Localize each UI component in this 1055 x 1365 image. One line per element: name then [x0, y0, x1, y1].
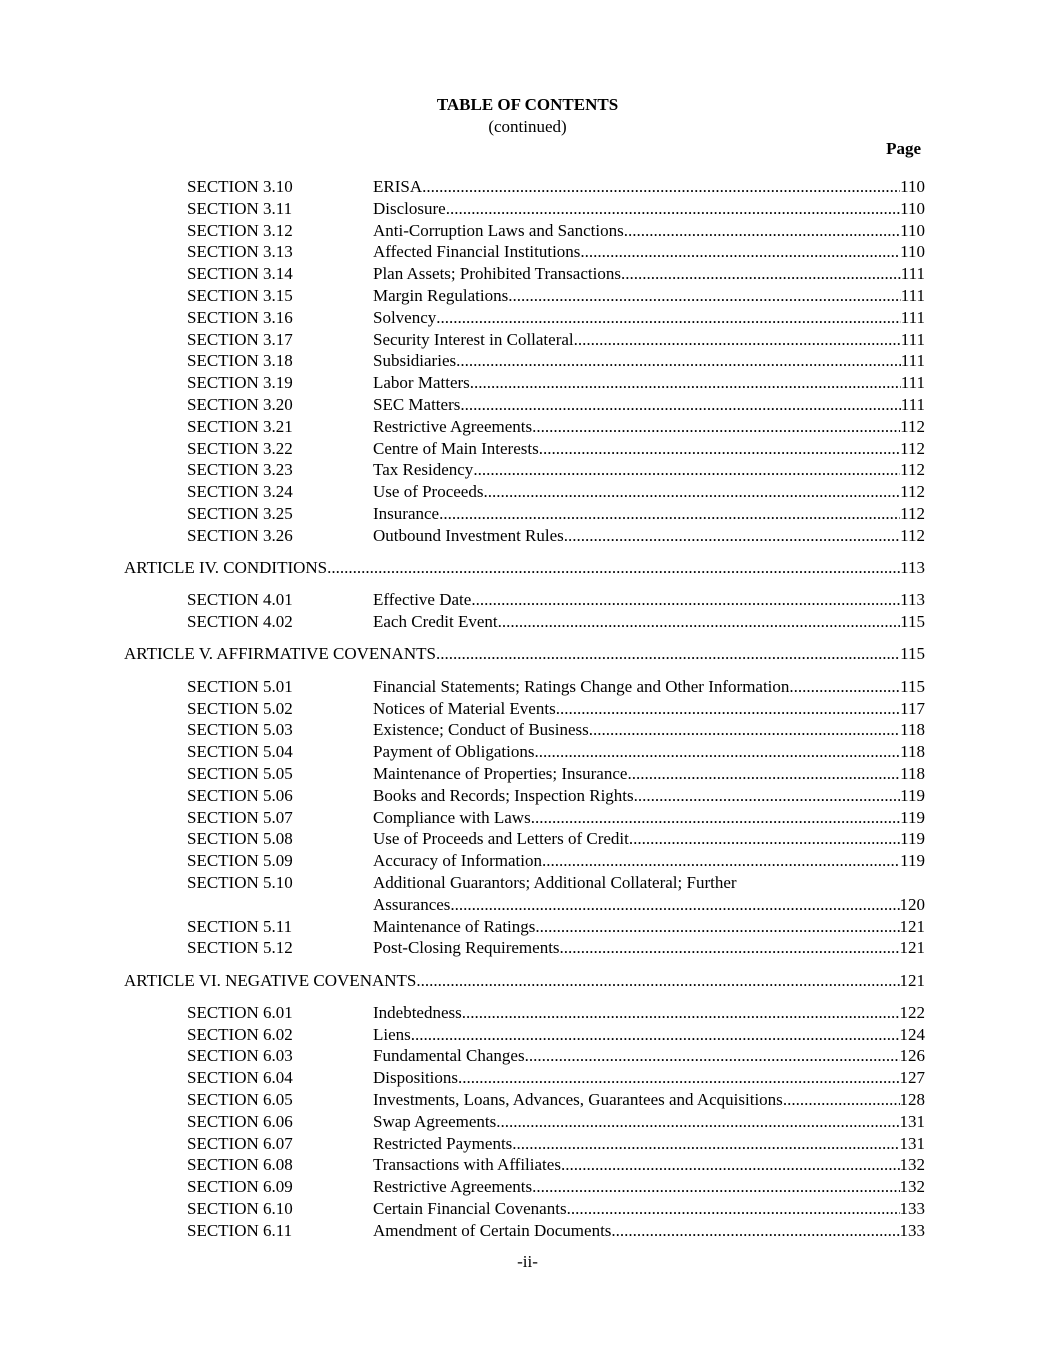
section-entry: [373, 198, 925, 220]
dot-leader: [574, 329, 901, 351]
dot-leader: [455, 894, 900, 916]
entry-page-number: 121: [899, 916, 925, 936]
entry-title: Solvency: [373, 307, 437, 327]
section-number: SECTION 6.04: [187, 1068, 293, 1088]
section-number: SECTION 5.06: [187, 785, 293, 805]
entry-page-number: 128: [899, 1090, 925, 1110]
section-entry: [373, 1067, 925, 1089]
entry-page-number: 131: [899, 1133, 925, 1153]
entry-title: Centre of Main Interests: [373, 438, 539, 458]
dot-leader: [616, 1220, 900, 1242]
toc-section-row: [0, 1154, 1055, 1176]
entry-title: Financial Statements; Ratings Change and Other Information: [373, 676, 790, 696]
entry-title: Dispositions: [373, 1068, 459, 1088]
entry-title: Assurances.: [373, 894, 455, 914]
section-entry: [373, 894, 925, 916]
dot-leader: [460, 394, 900, 416]
dot-leader: [450, 198, 900, 220]
entry-title: Restricted Payments: [373, 1133, 513, 1153]
toc-section-row: [0, 1133, 1055, 1155]
section-entry: [373, 1198, 925, 1220]
entry-title: Restrictive Agreements: [373, 416, 533, 436]
section-number: SECTION 3.21: [187, 416, 293, 436]
section-entry: [373, 1089, 925, 1111]
toc-section-row: [0, 416, 1055, 438]
toc-section-row: [0, 263, 1055, 285]
page-title: TABLE OF CONTENTS: [436, 95, 619, 114]
toc-section-row: [0, 1198, 1055, 1220]
section-number: SECTION 5.09: [187, 851, 293, 871]
section-number: SECTION 3.22: [187, 438, 293, 458]
entry-page-number: 121: [899, 938, 925, 958]
section-number: SECTION 3.17: [187, 329, 293, 349]
toc-section-row: [0, 719, 1055, 741]
dot-leader: [462, 1002, 900, 1024]
toc-section-row: [0, 1111, 1055, 1133]
entry-page-number: 121: [899, 970, 925, 990]
dot-leader: [571, 1198, 900, 1220]
entry-title: Compliance with Laws: [373, 807, 531, 827]
section-entry: [373, 698, 925, 720]
dot-leader: [564, 525, 900, 547]
entry-page-number: 118: [900, 742, 925, 762]
article-entry: [124, 643, 925, 665]
toc-section-row: [0, 285, 1055, 307]
toc-section-row: [0, 394, 1055, 416]
entry-page-number: 132: [899, 1155, 925, 1175]
section-entry: [373, 1220, 925, 1242]
section-entry: [373, 741, 925, 763]
toc-section-row: [0, 1024, 1055, 1046]
section-entry: [373, 307, 925, 329]
toc-section-row: [0, 241, 1055, 263]
entry-title: Maintenance of Ratings: [373, 916, 536, 936]
toc-section-row: [0, 459, 1055, 481]
entry-title: Books and Records; Inspection Rights: [373, 785, 634, 805]
section-number: SECTION 4.01: [187, 590, 293, 610]
entry-title: Insurance: [373, 503, 440, 523]
dot-leader: [532, 1176, 899, 1198]
section-number: SECTION 3.25: [187, 503, 293, 523]
section-entry: [373, 850, 925, 872]
entry-title: Labor Matters: [373, 373, 470, 393]
entry-title: ERISA: [373, 177, 423, 196]
section-entry: [373, 1111, 925, 1133]
entry-title: Maintenance of Properties; Insurance: [373, 763, 628, 783]
toc-section-row: [0, 481, 1055, 503]
entry-title: Use of Proceeds and Letters of Credit: [373, 829, 629, 849]
section-entry: [373, 481, 925, 503]
dot-leader: [470, 372, 901, 394]
entry-page-number: 112: [900, 503, 925, 523]
dot-leader: [508, 285, 901, 307]
section-number: SECTION 3.20: [187, 394, 293, 414]
section-entry: [373, 220, 925, 242]
toc-section-row: [0, 828, 1055, 850]
section-number: SECTION 5.03: [187, 720, 293, 740]
entry-page-number: 118: [900, 763, 925, 783]
entry-page-number: 124: [899, 1024, 925, 1044]
toc-section-row: [0, 525, 1055, 547]
dot-leader: [560, 937, 900, 959]
entry-title: Amendment of Certain Documents.: [373, 1220, 616, 1240]
entry-page-number: 122: [899, 1002, 925, 1022]
entry-title: ARTICLE V. AFFIRMATIVE COVENANTS: [124, 644, 436, 664]
entry-page-number: 112: [900, 482, 925, 502]
entry-title: Additional Guarantors; Additional Collateral; Further: [373, 872, 737, 892]
dot-leader: [439, 503, 900, 525]
entry-page-number: 111: [900, 285, 925, 305]
section-entry: [373, 285, 925, 307]
toc-section-row: [0, 1220, 1055, 1242]
dot-leader: [789, 676, 900, 698]
dot-leader: [416, 970, 899, 992]
section-entry: [373, 1045, 925, 1067]
entry-title: Transactions with Affiliates: [373, 1155, 561, 1175]
section-number: SECTION 5.02: [187, 698, 293, 718]
entry-page-number: 111: [900, 373, 925, 393]
toc-section-row: [0, 611, 1055, 633]
toc-section-row: [0, 785, 1055, 807]
dot-leader: [436, 643, 900, 665]
dot-leader: [535, 916, 899, 938]
dot-leader: [629, 828, 900, 850]
section-number: SECTION 5.08: [187, 829, 293, 849]
entry-title: Notices of Material Events: [373, 698, 556, 718]
dot-leader: [556, 698, 900, 720]
section-number: SECTION 5.12: [187, 938, 293, 958]
entry-title: Existence; Conduct of Business: [373, 720, 589, 740]
section-entry: [373, 807, 925, 829]
toc-section-row: [0, 1002, 1055, 1024]
entry-page-number: 111: [900, 351, 925, 371]
section-entry: [373, 1002, 925, 1024]
section-entry: [373, 1176, 925, 1198]
section-number: SECTION 3.18: [187, 351, 293, 371]
section-number: SECTION 3.19: [187, 373, 293, 393]
section-number: SECTION 6.05: [187, 1090, 293, 1110]
dot-leader: [532, 416, 900, 438]
dot-leader: [627, 763, 900, 785]
section-number: SECTION 3.10: [187, 177, 293, 196]
section-number: SECTION 6.09: [187, 1177, 293, 1197]
dot-leader: [496, 1111, 899, 1133]
entry-title: Security Interest in Collateral: [373, 329, 574, 349]
entry-title: Affected Financial Institutions: [373, 242, 581, 262]
entry-page-number: 111: [900, 329, 925, 349]
toc-section-row: [0, 372, 1055, 394]
dot-leader: [483, 481, 900, 503]
dot-leader: [621, 263, 901, 285]
toc-section-row: [0, 872, 1055, 894]
entry-page-number: 115: [900, 644, 925, 664]
section-entry: [373, 1024, 925, 1046]
entry-page-number: 110: [900, 220, 925, 240]
toc-section-row: [0, 589, 1055, 611]
section-number: SECTION 3.15: [187, 285, 293, 305]
entry-page-number: 110: [900, 177, 925, 196]
entry-title: Effective Date: [373, 590, 472, 610]
section-entry: [373, 503, 925, 525]
entry-title: ARTICLE IV. CONDITIONS: [124, 558, 328, 578]
section-number: SECTION 6.06: [187, 1111, 293, 1131]
section-number: SECTION 5.01: [187, 676, 293, 696]
dot-leader: [456, 350, 901, 372]
section-entry: [373, 438, 925, 460]
section-number: SECTION 6.07: [187, 1133, 293, 1153]
toc-section-row: [0, 807, 1055, 829]
entry-page-number: 111: [900, 307, 925, 327]
entry-page-number: 111: [900, 394, 925, 414]
entry-title: Subsidiaries: [373, 351, 457, 371]
entry-page-number: 131: [899, 1111, 925, 1131]
section-number: SECTION 3.12: [187, 220, 293, 240]
section-number: SECTION 3.24: [187, 482, 293, 502]
entry-page-number: 112: [900, 525, 925, 545]
dot-leader: [634, 785, 900, 807]
dot-leader: [561, 1154, 900, 1176]
section-entry: [373, 241, 925, 263]
dot-leader: [624, 220, 900, 242]
toc-section-row: [0, 698, 1055, 720]
toc-section-row: [0, 198, 1055, 220]
toc-section-row: [0, 937, 1055, 959]
dot-leader: [327, 557, 900, 579]
entry-title: Payment of Obligations: [373, 742, 535, 762]
entry-title: SEC Matters: [373, 394, 461, 414]
dot-leader: [411, 1024, 900, 1046]
entry-page-number: 111: [900, 264, 925, 284]
toc-article-row: [0, 557, 1055, 579]
entry-title: Restrictive Agreements: [373, 1177, 533, 1197]
dot-leader: [458, 1067, 899, 1089]
dot-leader: [542, 850, 900, 872]
section-number: SECTION 3.11: [187, 198, 293, 218]
entry-page-number: 120: [899, 894, 925, 914]
entry-page-number: 113: [900, 558, 925, 578]
dot-leader: [498, 611, 901, 633]
entry-page-number: 132: [899, 1177, 925, 1197]
dot-leader: [531, 807, 900, 829]
entry-page-number: 127: [899, 1068, 925, 1088]
entry-title: Post-Closing Requirements: [373, 938, 560, 958]
toc-section-row: [0, 220, 1055, 242]
toc-section-row: [0, 329, 1055, 351]
toc-section-row: [0, 1045, 1055, 1067]
entry-title: Certain Financial Covenants.: [373, 1199, 571, 1219]
section-entry: [373, 1133, 925, 1155]
entry-page-number: 133: [899, 1220, 925, 1240]
section-number: SECTION 5.04: [187, 742, 293, 762]
section-entry: [373, 459, 925, 481]
entry-title: Liens: [373, 1024, 411, 1044]
entry-page-number: 110: [900, 198, 925, 218]
entry-page-number: 119: [900, 829, 925, 849]
toc-section-row: [0, 763, 1055, 785]
section-number: SECTION 6.08: [187, 1155, 293, 1175]
entry-page-number: 112: [900, 416, 925, 436]
section-entry: [373, 394, 925, 416]
section-number: SECTION 6.01: [187, 1002, 293, 1022]
page-number-footer: -ii-: [517, 1252, 538, 1271]
table-of-contents: [0, 176, 1055, 1242]
section-entry: [373, 676, 925, 698]
section-number: SECTION 3.16: [187, 307, 293, 327]
section-entry: [373, 263, 925, 285]
article-entry: [124, 557, 925, 579]
entry-page-number: 112: [900, 438, 925, 458]
dot-leader: [436, 307, 900, 329]
dot-leader: [471, 589, 900, 611]
entry-title: Use of Proceeds: [373, 482, 484, 502]
section-number: SECTION 6.03: [187, 1046, 293, 1066]
section-entry: [373, 525, 925, 547]
entry-title: Each Credit Event: [373, 612, 498, 632]
toc-section-row: [0, 741, 1055, 763]
article-entry: [124, 970, 925, 992]
entry-page-number: 133: [899, 1199, 925, 1219]
section-number: SECTION 5.07: [187, 807, 293, 827]
dot-leader: [589, 719, 900, 741]
entry-page-number: 110: [900, 242, 925, 262]
entry-title: Fundamental Changes: [373, 1046, 525, 1066]
toc-section-row: [0, 1089, 1055, 1111]
dot-leader: [473, 459, 900, 481]
page-column-heading: Page: [886, 139, 921, 158]
section-entry: [373, 611, 925, 633]
entry-title: Plan Assets; Prohibited Transactions: [373, 264, 621, 284]
section-entry: [373, 372, 925, 394]
entry-title: Investments, Loans, Advances, Guarantees and Acquisitions: [373, 1090, 783, 1110]
entry-page-number: 126: [899, 1046, 925, 1066]
page-subtitle: (continued): [488, 117, 567, 136]
section-number: SECTION 4.02: [187, 612, 293, 632]
dot-leader: [512, 1133, 899, 1155]
entry-title: Disclosure.: [373, 198, 450, 218]
entry-title: Anti-Corruption Laws and Sanctions: [373, 220, 624, 240]
entry-page-number: 115: [900, 612, 925, 632]
entry-title: Tax Residency: [373, 460, 474, 480]
dot-leader: [539, 438, 900, 460]
section-entry: [373, 176, 925, 198]
section-number: SECTION 3.23: [187, 460, 293, 480]
section-entry: [373, 828, 925, 850]
dot-leader: [534, 741, 900, 763]
toc-section-row: [0, 1067, 1055, 1089]
entry-page-number: 119: [900, 851, 925, 871]
section-number: SECTION 6.11: [187, 1220, 293, 1240]
dot-leader: [422, 176, 900, 198]
toc-article-row: [0, 643, 1055, 665]
entry-title: Indebtedness: [373, 1002, 462, 1022]
toc-section-row: [0, 438, 1055, 460]
section-number: SECTION 6.10: [187, 1199, 293, 1219]
entry-title: Accuracy of Information: [373, 851, 542, 871]
toc-section-row: [0, 350, 1055, 372]
entry-title: Swap Agreements: [373, 1111, 497, 1131]
section-entry: [373, 719, 925, 741]
toc-section-row: [0, 176, 1055, 198]
dot-leader: [580, 241, 900, 263]
section-entry: [373, 1154, 925, 1176]
section-entry: [373, 589, 925, 611]
entry-page-number: 119: [900, 785, 925, 805]
toc-section-row-continuation: [0, 894, 1055, 916]
entry-page-number: 115: [900, 676, 925, 696]
dot-leader: [525, 1045, 900, 1067]
toc-section-row: [0, 676, 1055, 698]
section-entry: [373, 763, 925, 785]
section-number: SECTION 6.02: [187, 1024, 293, 1044]
toc-section-row: [0, 503, 1055, 525]
section-number: SECTION 5.05: [187, 763, 293, 783]
section-entry: [373, 350, 925, 372]
entry-page-number: 118: [900, 720, 925, 740]
toc-article-row: [0, 970, 1055, 992]
section-number: SECTION 5.10: [187, 872, 293, 892]
section-entry: [373, 329, 925, 351]
entry-page-number: 119: [900, 807, 925, 827]
entry-page-number: 117: [900, 698, 925, 718]
section-entry: [373, 785, 925, 807]
section-entry: [373, 916, 925, 938]
toc-section-row: [0, 307, 1055, 329]
section-number: SECTION 5.11: [187, 916, 293, 936]
toc-section-row: [0, 916, 1055, 938]
toc-section-row: [0, 850, 1055, 872]
section-number: SECTION 3.13: [187, 242, 293, 262]
dot-leader: [783, 1089, 900, 1111]
entry-title: Margin Regulations: [373, 285, 509, 305]
section-entry: [373, 937, 925, 959]
toc-section-row: [0, 1176, 1055, 1198]
entry-title: Outbound Investment Rules: [373, 525, 564, 545]
entry-page-number: 113: [900, 590, 925, 610]
entry-title: ARTICLE VI. NEGATIVE COVENANTS: [124, 970, 417, 990]
section-entry: [373, 416, 925, 438]
section-number: SECTION 3.14: [187, 264, 293, 284]
section-number: SECTION 3.26: [187, 525, 293, 545]
entry-page-number: 112: [900, 460, 925, 480]
